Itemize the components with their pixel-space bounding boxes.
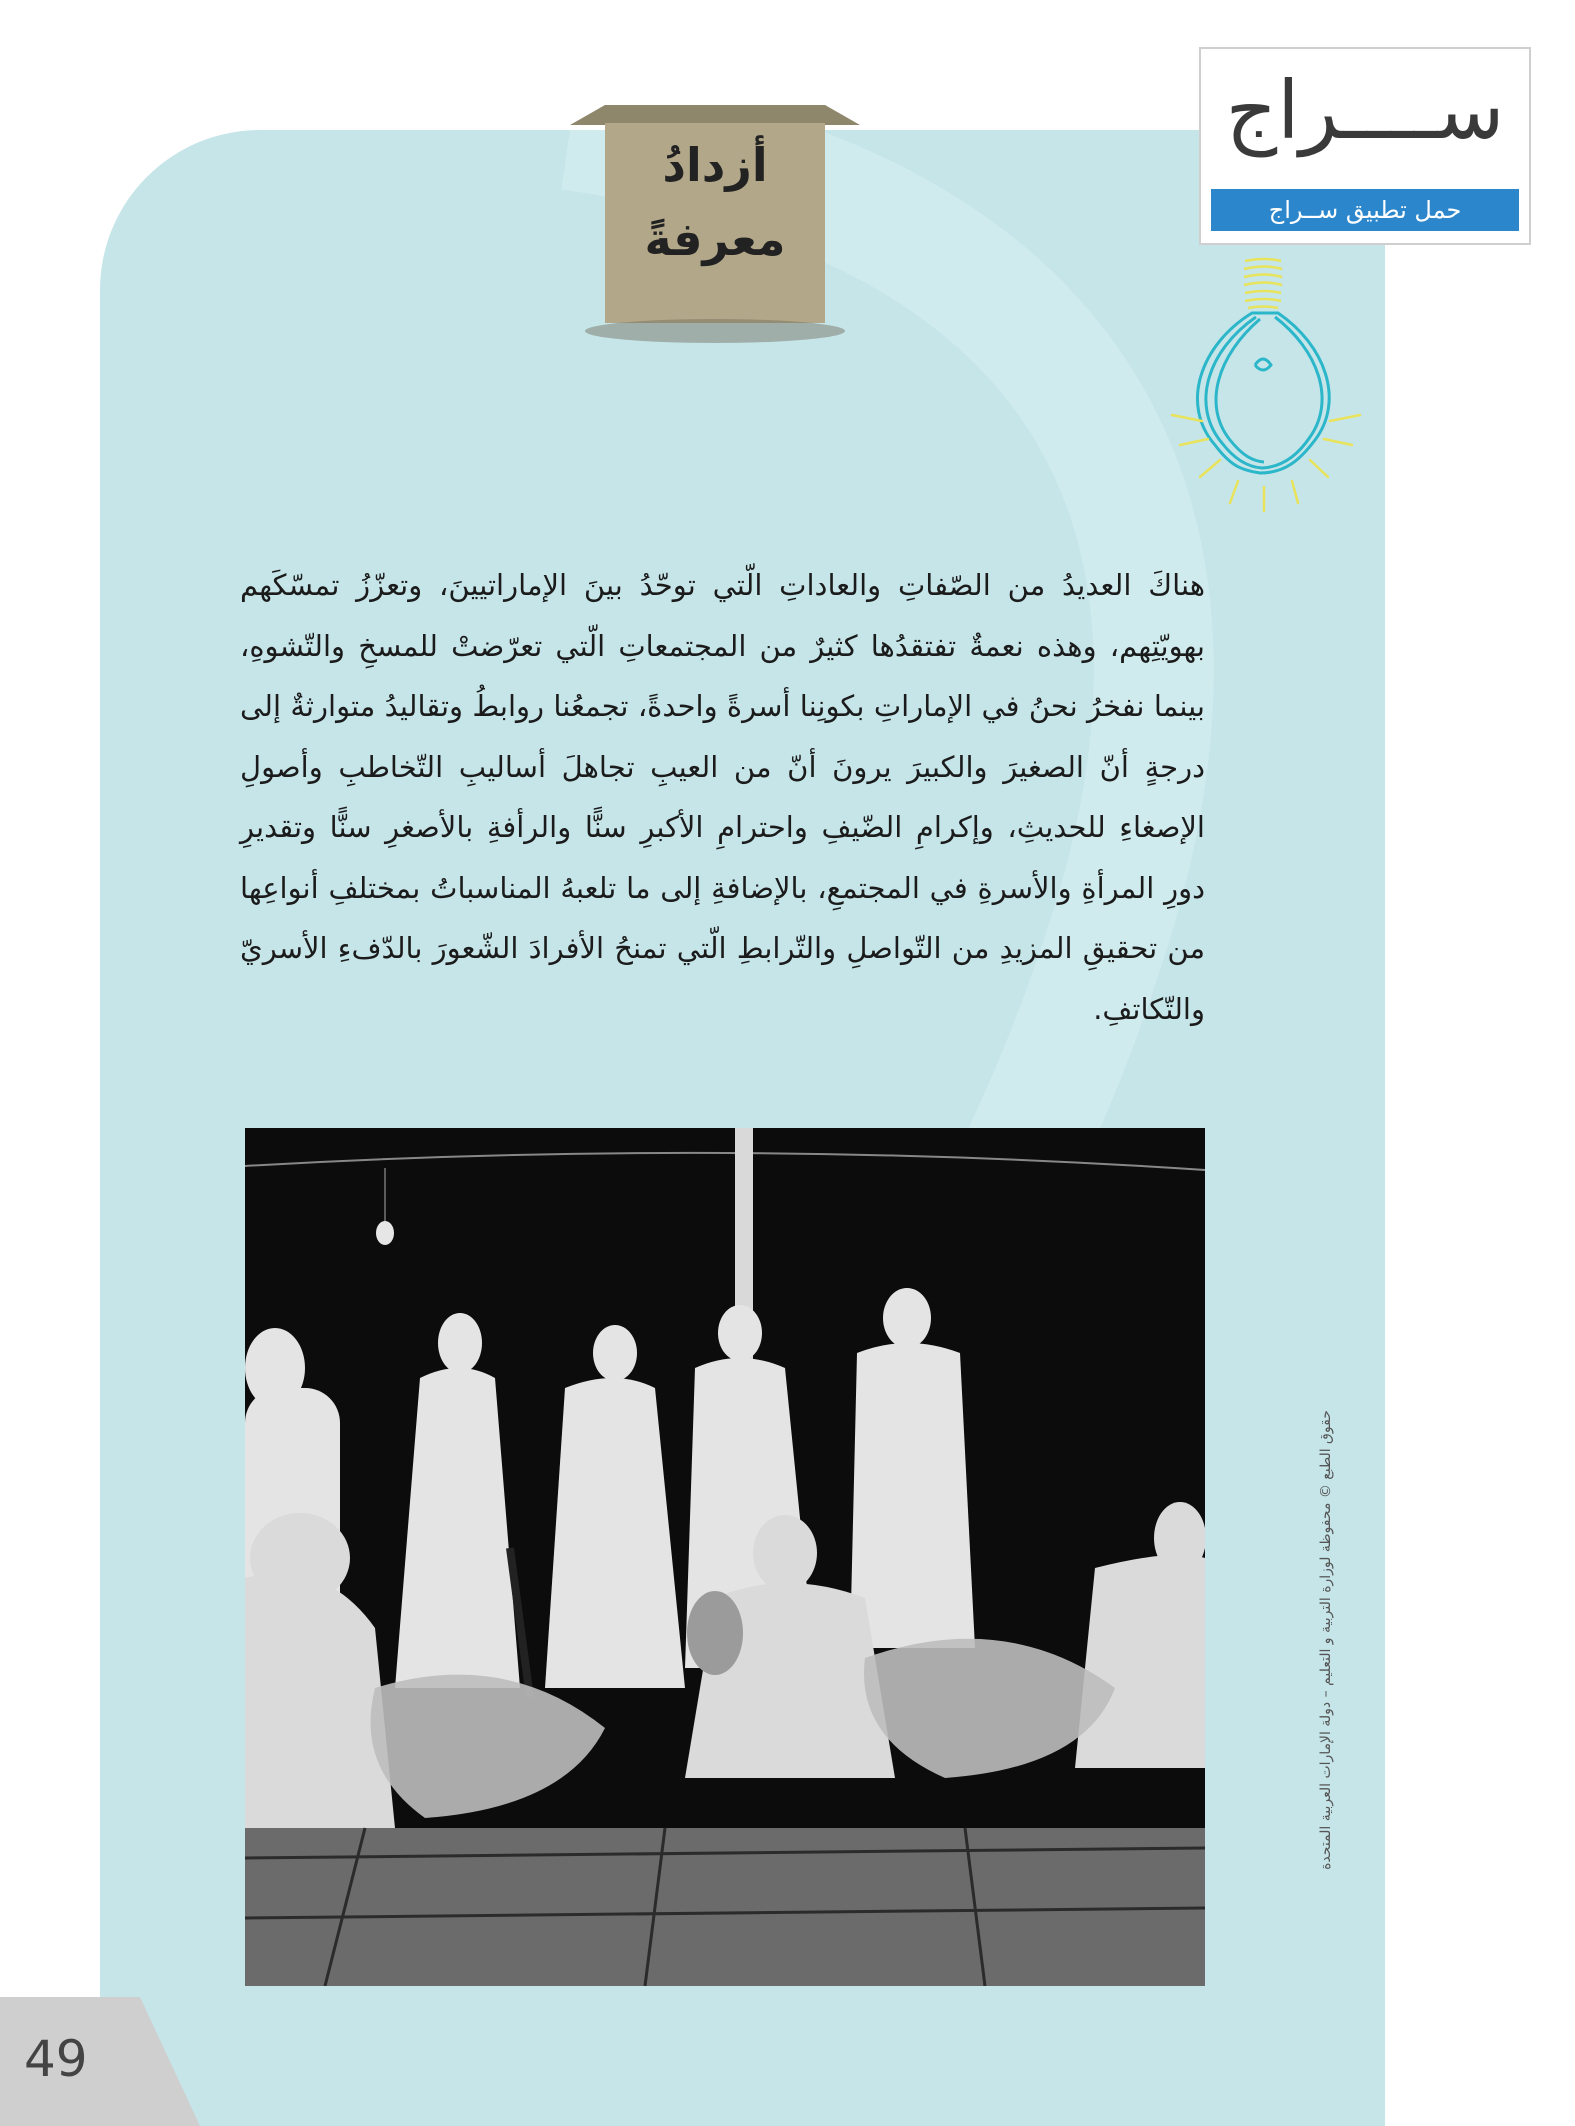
article-paragraph: هناكَ العديدُ من الصّفاتِ والعاداتِ الّتي توحّدُ بينَ الإماراتيينَ، وتعزّزُ تمسّكَهم بهويّتِهم، وهذه نعمةٌ تفتقدُها كثيرٌ من المجتمعاتِ الّتي تعرّضتْ للمسخِ والتّشوهِ، بينما نفخرُ نحنُ في الإماراتِ بكونِنا أسرةً واحدةً، تجمعُنا روابطُ وتقاليدُ متوارثةٌ إلى درجةٍ أنّ الصغيرَ والكبيرَ يرونَ أنّ من العيبِ تجاهلَ أساليبِ التّخاطبِ وأصولِ الإصغاءِ للحديثِ، وإكرامِ الضّيفِ واحترامِ الأكبرِ سنًّا والرأفةِ بالأصغرِ سنًّا وتقديرِ دورِ المرأةِ والأسرةِ في المجتمعِ، بالإضافةِ إلى ما تلعبهُ المناسباتُ بمختلفِ أنواعِها من تحقيقِ المزيدِ من التّواصلِ والتّرابطِ الّتي تمنحُ الأفرادَ الشّعورَ بالدّفءِ الأسريّ والتّكاتفِ.	[240, 568, 1205, 1026]
copyright-credit: حقوق الطبع © محفوظة لوزارة التربية و التعليم – دولة الإمارات العربية المتحدة	[1318, 1410, 1334, 1870]
lightbulb-icon	[1160, 255, 1370, 515]
logo-app-tagline: حمل تطبيق ســراج	[1211, 189, 1519, 231]
archival-photo	[245, 1128, 1205, 1986]
page-number: 49	[24, 2030, 88, 2088]
logo-wordmark: ســــراج	[1225, 64, 1505, 157]
section-title: أزدادُ معرفةً	[644, 138, 786, 266]
siraj-logo[interactable]	[1199, 47, 1531, 245]
